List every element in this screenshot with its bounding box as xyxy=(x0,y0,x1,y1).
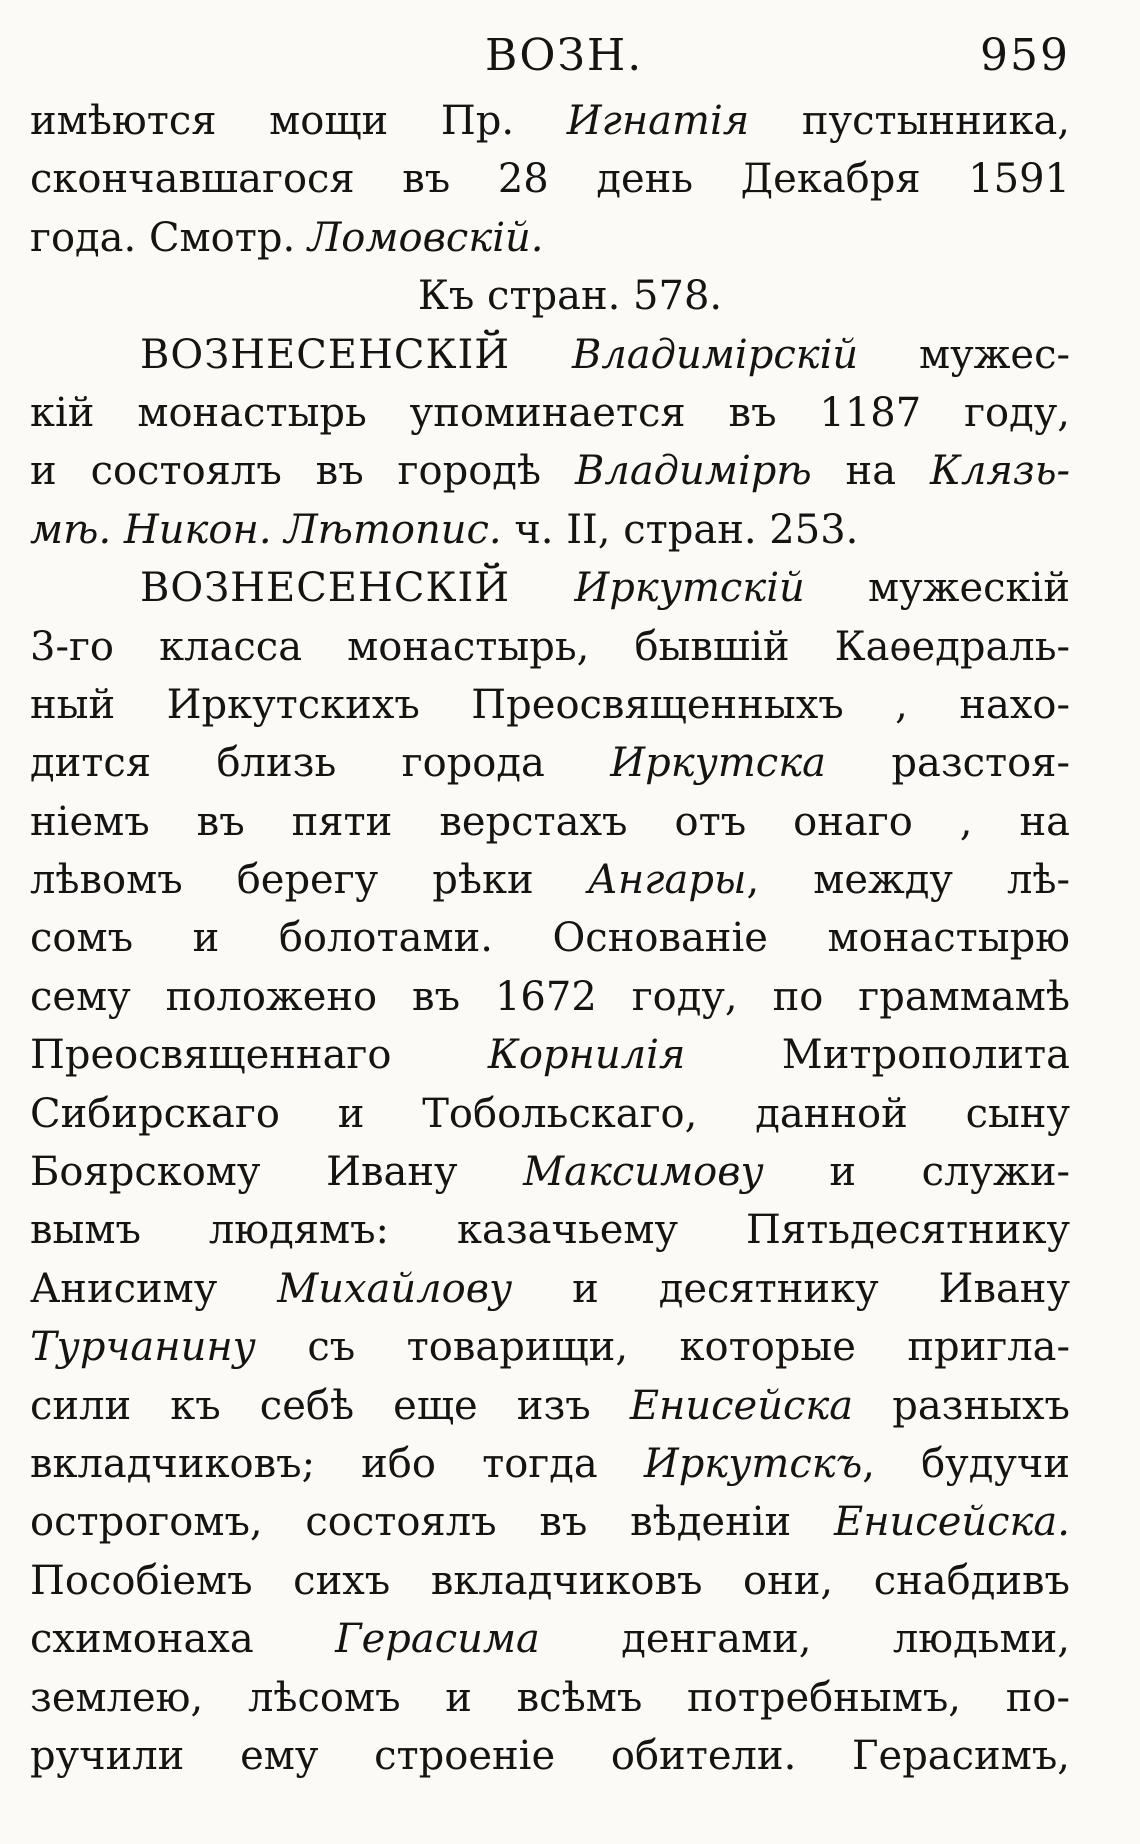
text-line xyxy=(30,1669,1070,1727)
text-run: ручили ему строеніе обители. Герасимъ, xyxy=(30,1732,1070,1779)
text-line xyxy=(30,442,1070,500)
italic-text: Иркутскій xyxy=(574,565,805,612)
text-line xyxy=(30,1493,1070,1551)
text-line xyxy=(30,851,1070,909)
text-run: и десятнику Ивану xyxy=(512,1265,1071,1312)
italic-text: мѣ. xyxy=(30,506,112,553)
text-run: пустынника, xyxy=(749,98,1071,144)
text-line xyxy=(30,384,1070,442)
text-line xyxy=(30,501,1070,559)
italic-text: Максимову xyxy=(523,1149,764,1196)
text-run: денгами, людьми, xyxy=(539,1616,1070,1663)
text-run: мужескій xyxy=(804,565,1071,612)
body-text xyxy=(30,92,1070,1785)
text-line xyxy=(30,1143,1070,1201)
text-run: скончавшагося въ 28 день Декабря 1591 xyxy=(30,156,1070,203)
text-line xyxy=(30,1435,1070,1493)
text-run: разныхъ xyxy=(853,1382,1071,1429)
text-run: на xyxy=(811,448,930,495)
text-run: , между лѣ- xyxy=(746,857,1071,904)
italic-text: Иркутскъ xyxy=(643,1440,863,1487)
text-line xyxy=(30,909,1070,967)
text-line xyxy=(30,267,1070,325)
text-line xyxy=(30,1026,1070,1084)
italic-text: Енисейска xyxy=(629,1382,854,1429)
text-run: , будучи xyxy=(862,1440,1070,1487)
text-run: Боярскому Ивану xyxy=(30,1149,524,1196)
text-run: и состоялъ въ городѣ xyxy=(30,448,575,495)
italic-text: Енисейска. xyxy=(834,1499,1070,1546)
italic-text: Клязь- xyxy=(929,448,1071,495)
text-run: и служи- xyxy=(763,1149,1070,1196)
text-run: Сибирскаго и Тобольскаго, данной сыну xyxy=(30,1090,1070,1137)
text-line xyxy=(30,1377,1070,1435)
text-run: ч. II, стран. 253. xyxy=(501,506,859,553)
page-number: 959 xyxy=(980,30,1070,81)
italic-text: Ангары xyxy=(587,857,747,904)
text-line xyxy=(30,1260,1070,1318)
text-run: схимонаха xyxy=(30,1616,336,1663)
italic-text: Владимірѣ xyxy=(574,448,812,495)
italic-text: Герасима xyxy=(335,1616,540,1663)
text-run: ВОЗНЕСЕНСКІЙ xyxy=(140,565,575,612)
text-line xyxy=(30,618,1070,676)
italic-text: Михайлову xyxy=(277,1265,513,1312)
text-run: сомъ и болотами. Основаніе монастырю xyxy=(30,915,1070,962)
text-line xyxy=(30,734,1070,792)
text-run: года. Смотр. xyxy=(30,214,308,261)
text-run: лѣвомъ берегу рѣки xyxy=(30,857,588,904)
running-title: ВОЗН. xyxy=(485,30,644,81)
text-line xyxy=(30,793,1070,851)
running-head xyxy=(30,20,1070,84)
italic-text: Иркутска xyxy=(610,740,826,787)
text-line xyxy=(30,968,1070,1026)
text-line xyxy=(30,209,1070,267)
text-run: кій монастырь упоминается въ 1187 году, xyxy=(30,389,1070,436)
text-run: Анисиму xyxy=(30,1265,278,1312)
text-run: Преосвященнаго xyxy=(30,1032,488,1079)
text-run: ВОЗНЕСЕНСКІЙ xyxy=(140,331,572,378)
text-line xyxy=(30,1201,1070,1259)
text-run: ніемъ въ пяти верстахъ отъ онаго , на xyxy=(30,798,1070,845)
italic-text: Никон. Лѣтопис. xyxy=(123,506,502,553)
text-line xyxy=(30,559,1070,617)
text-run: Митрополита xyxy=(685,1032,1070,1079)
text-line xyxy=(30,1552,1070,1610)
italic-text: Владимірскій xyxy=(571,331,859,378)
text-line xyxy=(30,326,1070,384)
text-run: землею, лѣсомъ и всѣмъ потребнымъ, по- xyxy=(30,1674,1070,1721)
text-line xyxy=(30,1085,1070,1143)
text-run xyxy=(111,507,124,553)
text-run: 3-го класса монастырь, бывшій Каѳедраль- xyxy=(30,623,1070,670)
text-run: Пособіемъ сихъ вкладчиковъ они, снабдивъ xyxy=(30,1557,1070,1604)
italic-text: Игнатія xyxy=(566,98,750,144)
text-run: имѣются мощи Пр. xyxy=(30,98,567,144)
text-line xyxy=(30,676,1070,734)
text-line xyxy=(30,1610,1070,1668)
text-run: сили къ себѣ еще изъ xyxy=(30,1382,630,1429)
text-run: ный Иркутскихъ Преосвященныхъ , нахо- xyxy=(30,681,1070,728)
text-run: сему положено въ 1672 году, по граммамѣ xyxy=(30,973,1070,1020)
italic-text: Корнилія xyxy=(487,1032,686,1079)
text-line xyxy=(30,92,1070,150)
italic-text: Турчанину xyxy=(30,1324,256,1371)
italic-text: Ломовскій. xyxy=(307,214,544,261)
text-run: острогомъ, состоялъ въ вѣденіи xyxy=(30,1499,834,1546)
text-run: вымъ людямъ: казачьему Пятьдесятнику xyxy=(30,1207,1070,1254)
text-run: разстоя- xyxy=(825,740,1070,787)
text-line xyxy=(30,150,1070,208)
text-run: мужес- xyxy=(858,331,1071,378)
text-run: Къ стран. 578. xyxy=(417,273,723,320)
text-run: вкладчиковъ; ибо тогда xyxy=(30,1440,644,1487)
text-line xyxy=(30,1727,1070,1785)
text-run: съ товарищи, которые пригла- xyxy=(255,1324,1070,1371)
text-line xyxy=(30,1318,1070,1376)
text-run: дится близь города xyxy=(30,740,611,787)
